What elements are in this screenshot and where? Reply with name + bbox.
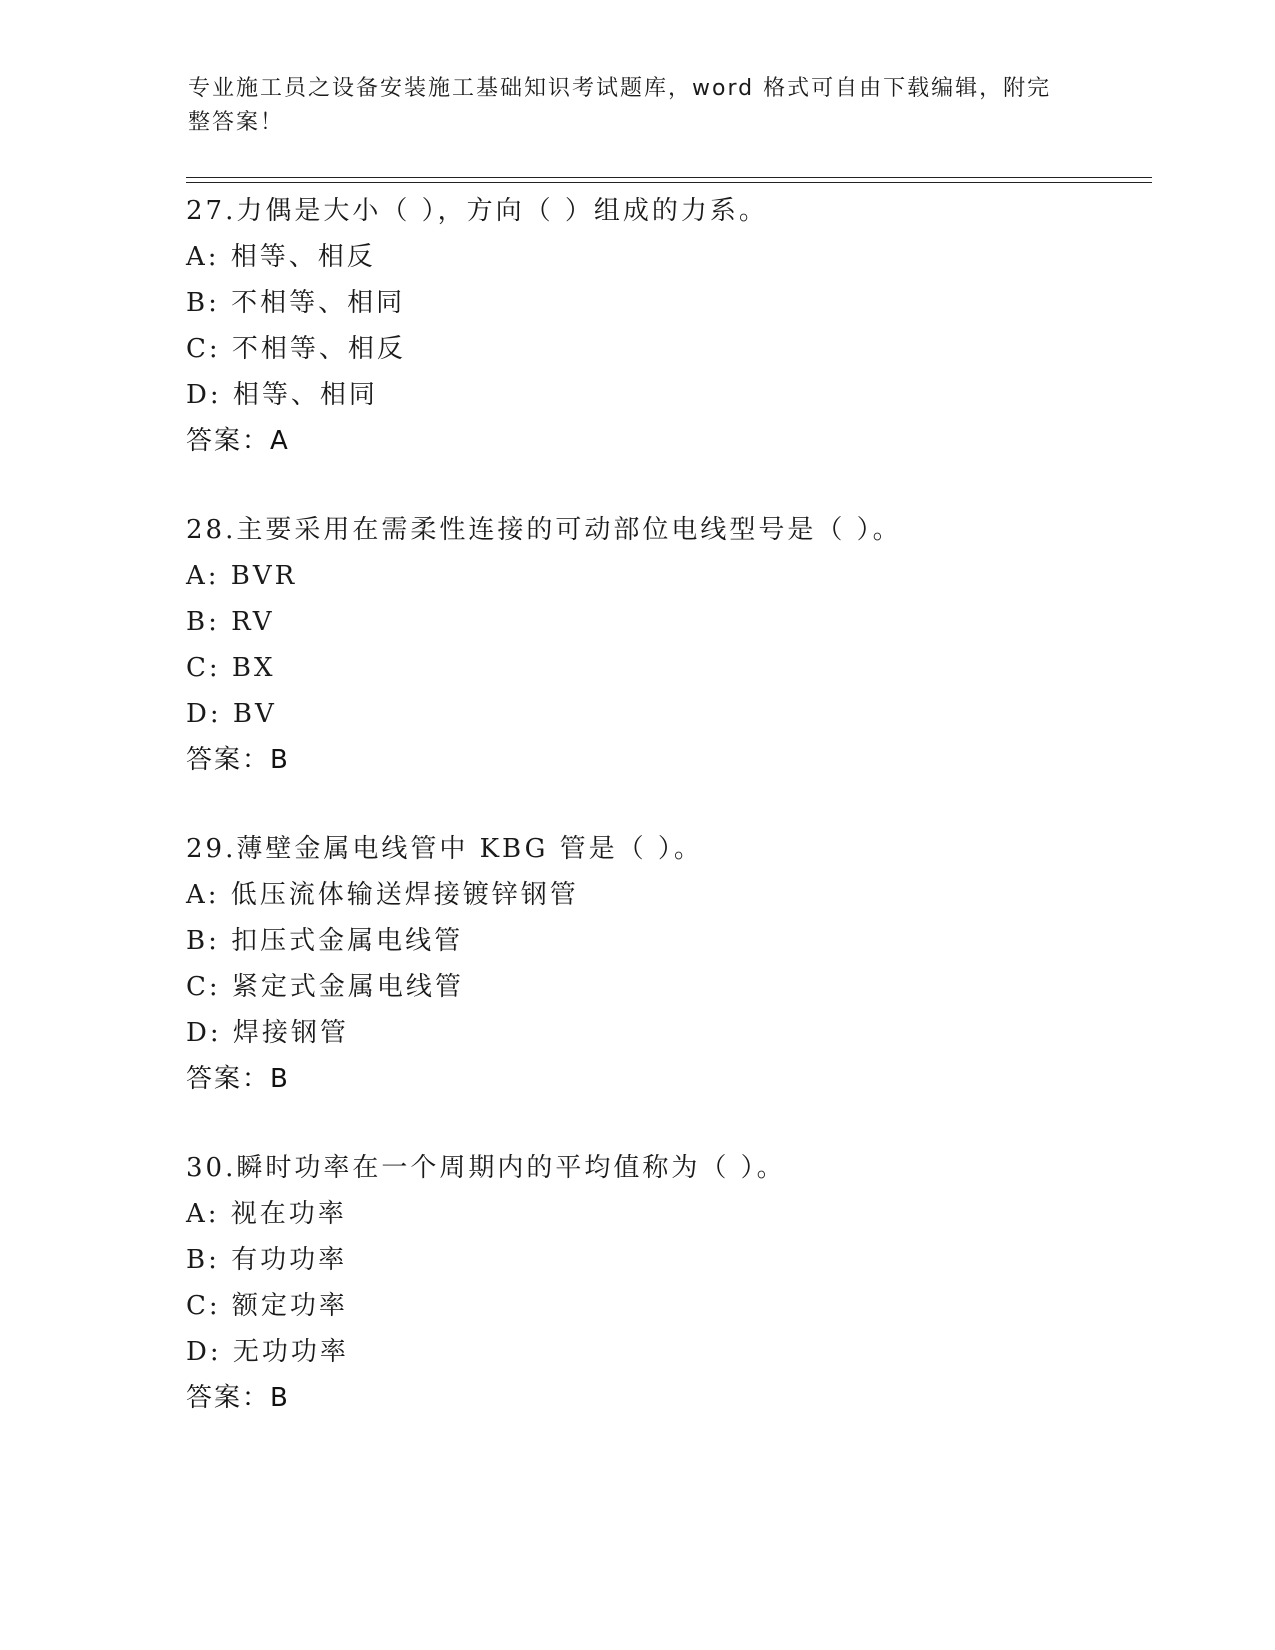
option-d: D: 焊接钢管 xyxy=(186,1018,349,1048)
option-c: C: 紧定式金属电线管 xyxy=(186,972,464,1002)
answer-label: 答案：A xyxy=(186,426,290,456)
question-stem: 29.薄壁金属电线管中 KBG 管是（ ）。 xyxy=(186,834,703,864)
option-d: D: 无功功率 xyxy=(186,1337,349,1367)
option-d: D: 相等、相同 xyxy=(186,380,378,410)
option-c: C: 额定功率 xyxy=(186,1291,348,1321)
question-block-28 xyxy=(186,507,1166,783)
option-c: C: BX xyxy=(186,653,276,683)
question-stem: 27.力偶是大小（ ），方向（ ）组成的力系。 xyxy=(186,196,768,226)
option-a: A: 相等、相反 xyxy=(186,242,376,272)
question-stem: 28.主要采用在需柔性连接的可动部位电线型号是（ ）。 xyxy=(186,515,902,545)
answer-label: 答案：B xyxy=(186,745,290,775)
question-block-29 xyxy=(186,826,1166,1102)
header-divider-bottom xyxy=(186,182,1152,183)
question-block-27 xyxy=(186,188,1166,464)
answer-label: 答案：B xyxy=(186,1064,290,1094)
option-b: B: 有功功率 xyxy=(186,1245,348,1275)
option-a: A: 视在功率 xyxy=(186,1199,347,1229)
option-b: B: 扣压式金属电线管 xyxy=(186,926,464,956)
option-b: B: RV xyxy=(186,607,275,637)
header-divider-top xyxy=(186,177,1152,178)
option-c: C: 不相等、相反 xyxy=(186,334,406,364)
answer-label: 答案：B xyxy=(186,1383,290,1413)
option-b: B: 不相等、相同 xyxy=(186,288,406,318)
option-a: A: BVR xyxy=(186,561,298,591)
option-a: A: 低压流体输送焊接镀锌钢管 xyxy=(186,880,579,910)
option-d: D: BV xyxy=(186,699,277,729)
question-stem: 30.瞬时功率在一个周期内的平均值称为（ ）。 xyxy=(186,1153,786,1183)
question-block-30 xyxy=(186,1145,1166,1421)
document-description: 专业施工员之设备安装施工基础知识考试题库，word 格式可自由下载编辑，附完整答案！ xyxy=(188,76,1052,135)
